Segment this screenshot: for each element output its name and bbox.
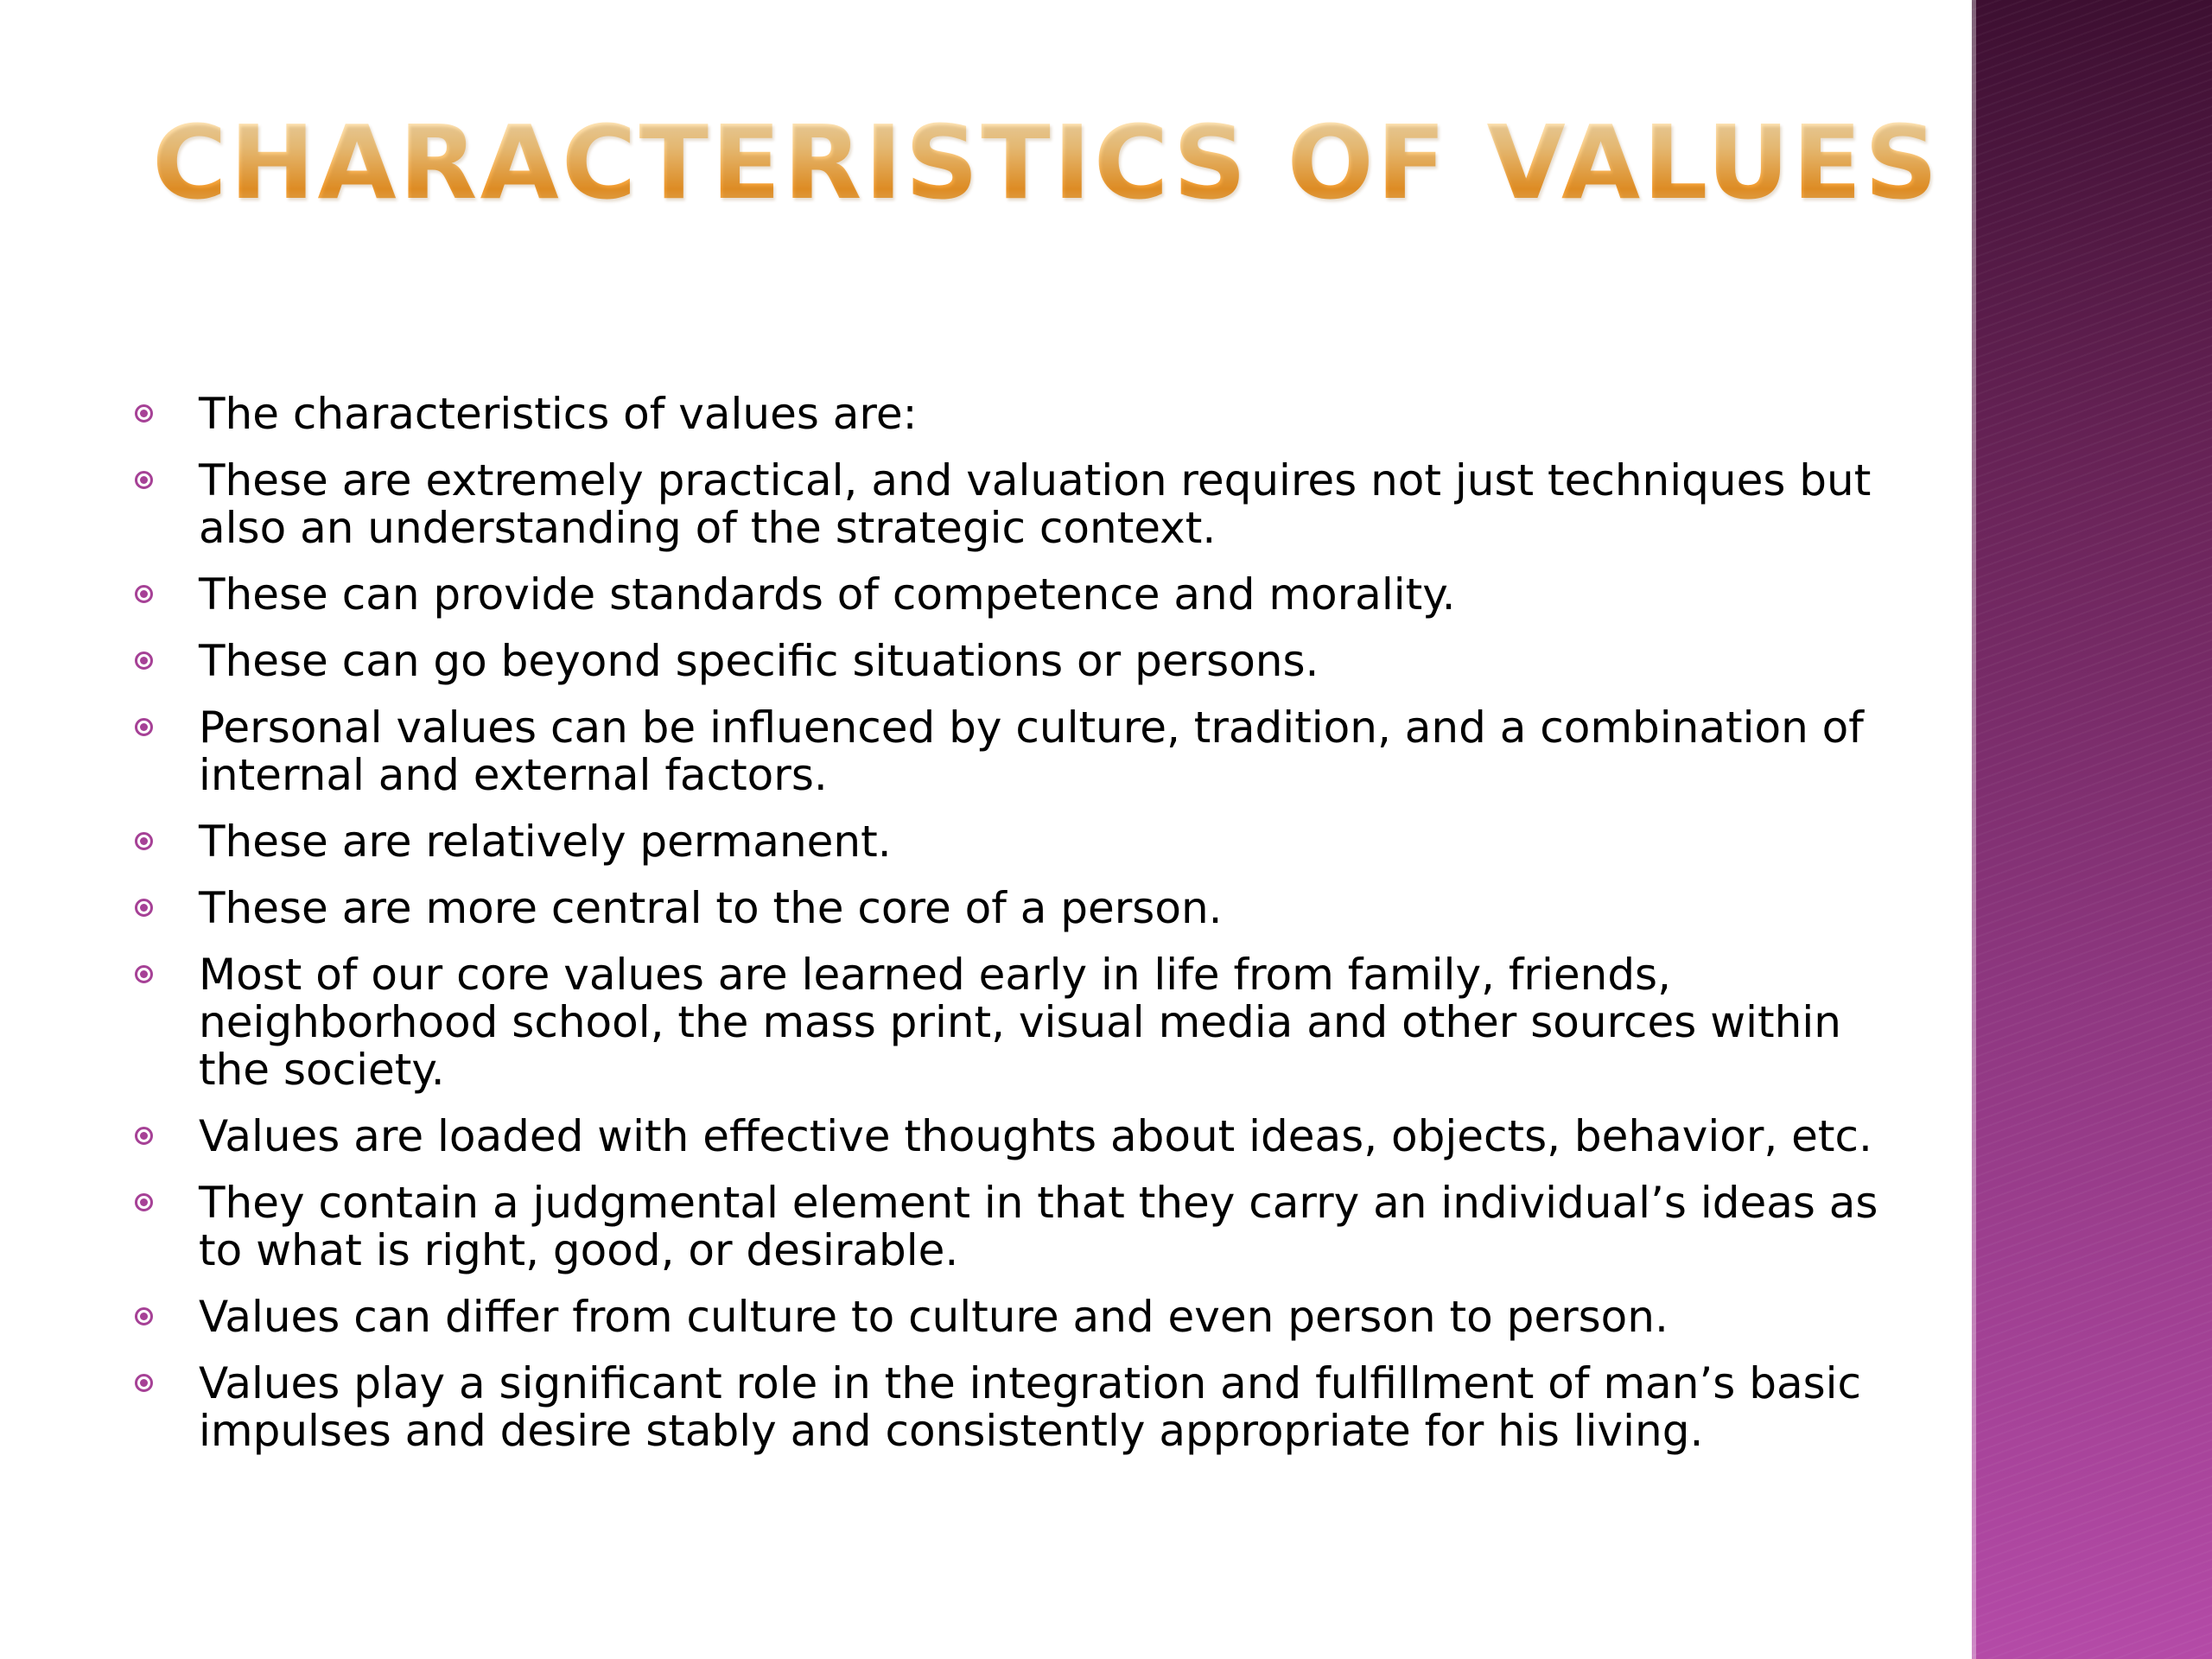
bullet-item xyxy=(130,885,1918,932)
bullet-icon xyxy=(135,1193,153,1211)
bullet-item xyxy=(130,571,1918,619)
bullet-item xyxy=(130,1294,1918,1341)
bullet-text: Values are loaded with effective thoughts about ideas, objects, behavior, etc. xyxy=(199,1111,1872,1161)
bullet-icon xyxy=(135,1127,153,1145)
bullet-icon xyxy=(135,1374,153,1392)
bullet-text: These can go beyond specific situations or persons. xyxy=(199,636,1319,686)
decorative-side-band xyxy=(1972,0,2212,1659)
bullet-item xyxy=(130,818,1918,866)
bullet-text: These are more central to the core of a person. xyxy=(199,883,1223,933)
bullet-icon xyxy=(135,965,153,983)
bullet-text: Values play a significant role in the integration and fulfillment of man’s basic impulses and desire stably and consistently appropriate for his living. xyxy=(199,1358,1862,1456)
bullet-icon xyxy=(135,899,153,917)
bullet-icon xyxy=(135,471,153,489)
bullet-icon xyxy=(135,652,153,670)
bullet-icon xyxy=(135,585,153,603)
slide-title: CHARACTERISTICS OF VALUES xyxy=(152,103,1941,222)
bullet-text: These can provide standards of competence and morality. xyxy=(199,569,1456,620)
bullet-item xyxy=(130,391,1918,438)
bullet-text: These are extremely practical, and valuation requires not just techniques but also an understanding of the strategic context. xyxy=(199,455,1872,553)
bullet-text: Values can differ from culture to culture and even person to person. xyxy=(199,1292,1669,1342)
bullet-icon xyxy=(135,1307,153,1325)
bullet-item xyxy=(130,638,1918,685)
bullet-icon xyxy=(135,832,153,850)
bullet-icon xyxy=(135,718,153,736)
bullet-text: Personal values can be influenced by culture, tradition, and a combination of internal and external factors. xyxy=(199,702,1864,800)
bullet-item xyxy=(130,704,1918,799)
bullet-list xyxy=(130,391,1918,1474)
bullet-item xyxy=(130,1179,1918,1274)
bullet-icon xyxy=(135,404,153,423)
bullet-item xyxy=(130,1360,1918,1455)
bullet-item xyxy=(130,951,1918,1094)
bullet-text: Most of our core values are learned early in life from family, friends, neighborhood school, the mass print, visual media and other sources within the society. xyxy=(199,950,1841,1095)
bullet-text: The characteristics of values are: xyxy=(199,389,918,439)
bullet-text: They contain a judgmental element in that they carry an individual’s ideas as to what is right, good, or desirable. xyxy=(199,1178,1878,1275)
bullet-item xyxy=(130,457,1918,552)
bullet-item xyxy=(130,1113,1918,1160)
bullet-text: These are relatively permanent. xyxy=(199,817,892,867)
